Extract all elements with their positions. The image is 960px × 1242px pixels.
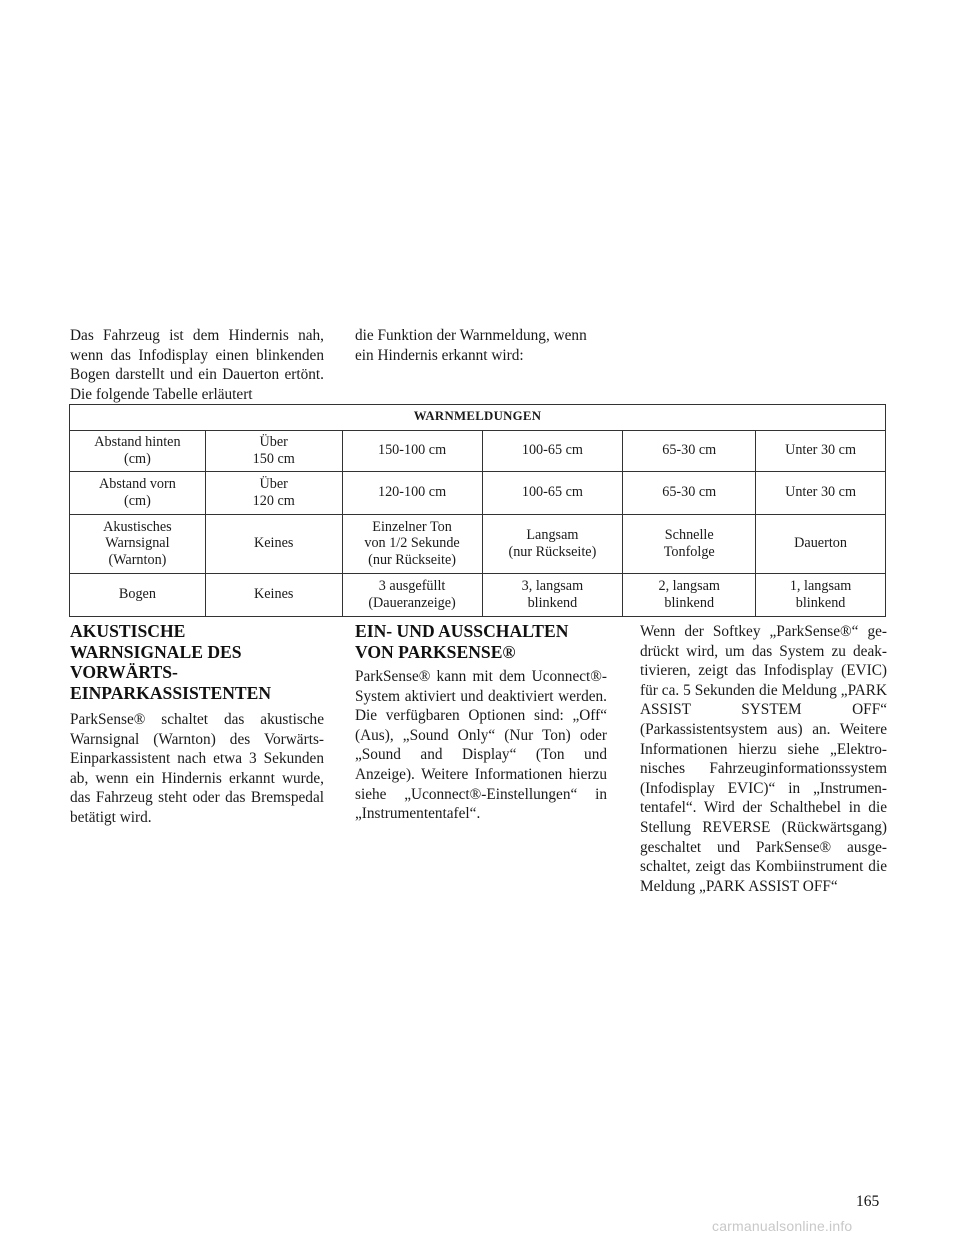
table-cell: Unter 30 cm — [756, 471, 886, 514]
table-cell: Keines — [205, 514, 342, 573]
table-row-distance-rear — [70, 430, 886, 471]
table-cell: 1, langsam blinkend — [756, 573, 886, 616]
table-cell: Über 120 cm — [205, 471, 342, 514]
section-body-enable-disable — [355, 667, 607, 824]
right-column-text — [640, 622, 887, 896]
warning-table — [69, 404, 886, 617]
paragraph: Wenn der Softkey „ParkSense®“ gedrückt wird, um das System zu deaktivieren, zeigt das Infodisplay (EVIC) für ca. 5 Sekunden die Meldung „PARK ASSIST SYSTEM OFF“ (Parkassistentsystem aus) an. Weitere Informationen hierzu siehe „Elektronisches Fahrzeuginformationssystem (Infodisplay EVIC)“ in „Instrumententafel“. Wird der Schalthebel in die Stellung REVERSE (Rückwärtsgang) geschaltet und ParkSense® ausgeschaltet, zeigt das Kombiinstrument die Meldung „PARK ASSIST OFF“ — [640, 623, 887, 895]
section-body-acoustic-signals — [70, 710, 324, 828]
section-heading-acoustic-signals: AKUSTISCHE WARNSIGNALE DES VORWÄRTS- EINPARKASSISTENTEN — [70, 621, 272, 703]
intro-text-right: die Funktion der Warnmeldung, wenn ein Hindernis erkannt wird: — [355, 327, 587, 364]
table-cell: Dauerton — [756, 514, 886, 573]
table-row-distance-front — [70, 471, 886, 514]
watermark: carmanualsonline.info — [712, 1218, 853, 1234]
table-cell: 2, langsam blinkend — [623, 573, 756, 616]
table-caption: WARNMELDUNGEN — [70, 405, 886, 431]
section-heading-enable-disable: EIN- UND AUSSCHALTEN VON PARKSENSE® — [355, 621, 569, 662]
table-cell: Einzelner Ton von 1/2 Sekunde (nur Rückseite) — [342, 514, 482, 573]
intro-paragraph-left — [70, 326, 324, 404]
table-cell: 65-30 cm — [623, 471, 756, 514]
table-cell: Schnelle Tonfolge — [623, 514, 756, 573]
paragraph: ParkSense® kann mit dem Uconnect®-System aktiviert und deaktiviert werden. Die verfügbaren Optionen sind: „Off“ (Aus), „Sound Only“ (Nur Ton) oder „Sound and Display“ (Ton und Anzeige). Weitere Informationen hierzu siehe „Uconnect®-Einstellungen“ in „Instrumententafel“. — [355, 668, 607, 823]
table-cell: 120-100 cm — [342, 471, 482, 514]
table-row-arc — [70, 573, 886, 616]
table-cell: 100-65 cm — [482, 471, 623, 514]
table-cell: Abstand hinten (cm) — [70, 430, 206, 471]
intro-paragraph-right — [355, 326, 607, 365]
table-cell: 3, langsam blinkend — [482, 573, 623, 616]
table-cell: Bogen — [70, 573, 206, 616]
table-cell: Akustisches Warnsignal (Warnton) — [70, 514, 206, 573]
table-cell: Langsam (nur Rückseite) — [482, 514, 623, 573]
paragraph: ParkSense® schaltet das akustische Warnsignal (Warnton) des Vorwärts-Einparkassistent nach etwa 3 Sekunden ab, wenn ein Hindernis erkannt wurde, das Fahrzeug steht oder das Bremspedal betätigt wird. — [70, 711, 324, 826]
table-cell: 65-30 cm — [623, 430, 756, 471]
table-row-acoustic-signal — [70, 514, 886, 573]
table-cell: Über 150 cm — [205, 430, 342, 471]
table-cell: Unter 30 cm — [756, 430, 886, 471]
table-cell: 100-65 cm — [482, 430, 623, 471]
table-cell: 3 ausgefüllt (Daueranzeige) — [342, 573, 482, 616]
intro-text-left: Das Fahrzeug ist dem Hindernis nah, wenn das Infodisplay einen blinkenden Bogen darstellt und ein Dauerton ertönt. Die folgende Tabelle erläutert — [70, 327, 324, 403]
table-cell: Abstand vorn (cm) — [70, 471, 206, 514]
table-cell: Keines — [205, 573, 342, 616]
table-cell: 150-100 cm — [342, 430, 482, 471]
page-number: 165 — [856, 1193, 880, 1210]
